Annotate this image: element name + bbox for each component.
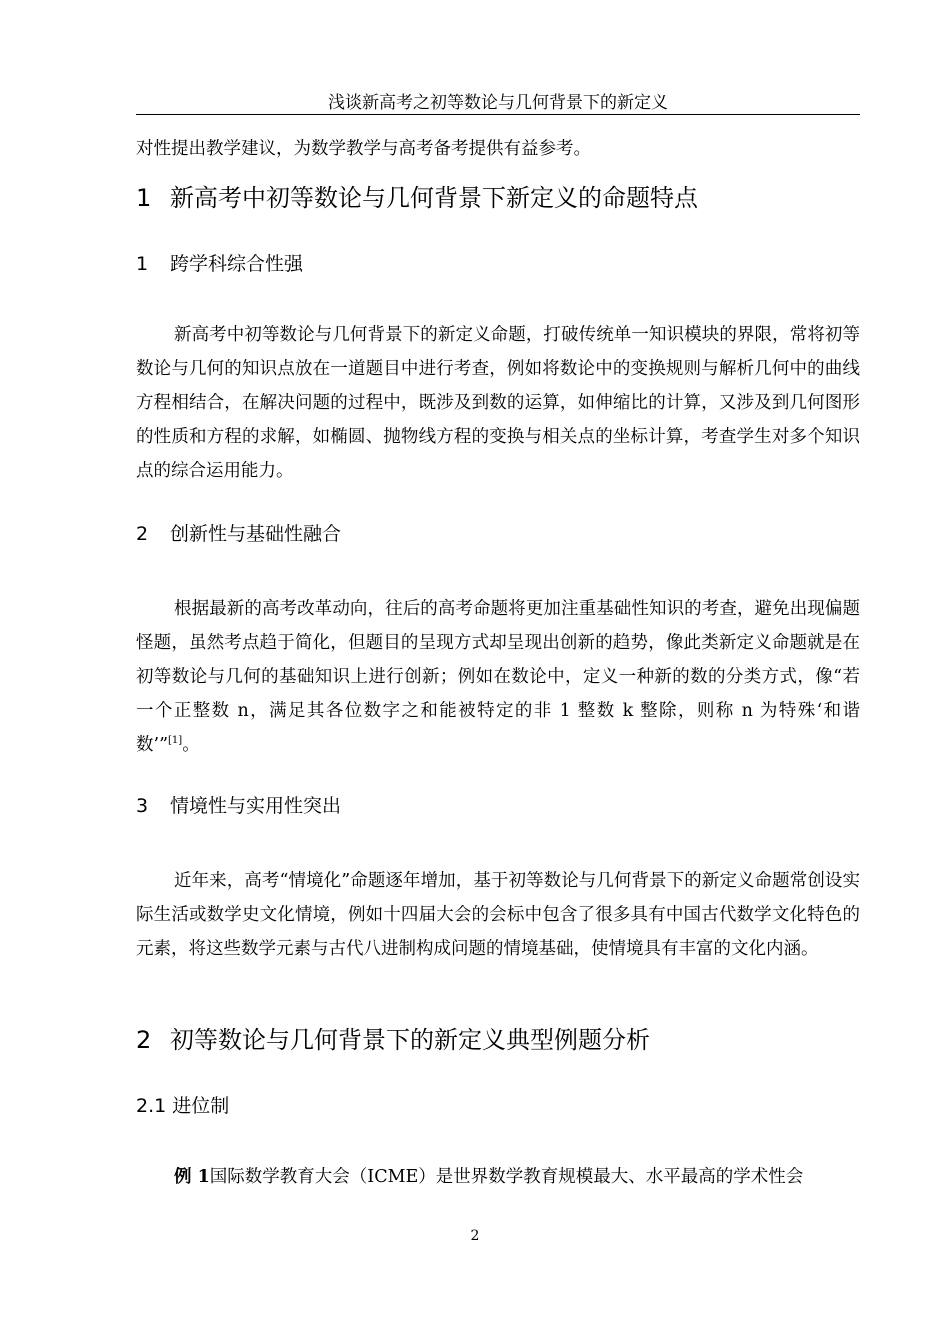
citation-1: [1] xyxy=(168,735,183,746)
subsection-3-number: 3 xyxy=(136,795,149,817)
subsection-3-paragraph: 近年来，高考“情境化”命题逐年增加，基于初等数论与几何背景下的新定义命题常创设实际生活或数学史文化情境，例如十四届大会的会标中包含了很多具有中国古代数学文化特色的元素，将这些数学元素与古代八进制构成问题的情境基础，使情境具有丰富的文化内涵。 xyxy=(136,871,860,959)
subsection-2-title: 创新性与基础性融合 xyxy=(170,523,342,545)
section-2-number: 2 xyxy=(136,1026,152,1054)
subsection-2-text: 根据最新的高考改革动向，往后的高考命题将更加注重基础性知识的考查，避免出现偏题怪题，虽然考点趋于简化，但题目的呈现方式却呈现出创新的趋势，像此类新定义命题就是在初等数论与几何的基础知识上进行创新；例如在数论中，定义一种新的数的分类方式，像“若一个正整数 n，满足其各位数字之和能被特定的非 1 整数 k 整除，则称 n 为特殊‘和谐数’” xyxy=(136,599,860,755)
page-number: 2 xyxy=(470,1228,480,1244)
subsection-3-title: 情境性与实用性突出 xyxy=(170,795,342,817)
example-1-text: 国际数学教育大会（ICME）是世界数学教育规模最大、水平最高的学术性会 xyxy=(209,1167,804,1187)
section-1-heading xyxy=(136,182,698,214)
intro-line: 对性提出教学建议，为数学教学与高考备考提供有益参考。 xyxy=(136,139,591,159)
subsection-2-number: 2 xyxy=(136,523,149,545)
subsection-3-heading xyxy=(136,792,341,820)
subsection-1-heading xyxy=(136,250,303,278)
example-1-label: 例 1 xyxy=(174,1167,210,1187)
section-1-number: 1 xyxy=(136,184,152,212)
subsection-2-heading xyxy=(136,520,341,548)
section-1-title: 新高考中初等数论与几何背景下新定义的命题特点 xyxy=(170,184,698,212)
page-header: 浅谈新高考之初等数论与几何背景下的新定义 xyxy=(328,93,668,113)
subsection-2-1-heading: 2.1 进位制 xyxy=(136,1095,230,1117)
section-2-title: 初等数论与几何背景下的新定义典型例题分析 xyxy=(170,1026,650,1054)
section-2-heading xyxy=(136,1024,650,1056)
subsection-2-paragraph xyxy=(136,592,860,762)
header-rule xyxy=(136,114,860,115)
example-1-paragraph xyxy=(136,1160,860,1194)
subsection-1-number: 1 xyxy=(136,253,149,275)
subsection-2-end: 。 xyxy=(182,735,200,755)
subsection-1-title: 跨学科综合性强 xyxy=(170,253,304,275)
subsection-1-paragraph: 新高考中初等数论与几何背景下的新定义命题，打破传统单一知识模块的界限，常将初等数论与几何的知识点放在一道题目中进行考查，例如将数论中的变换规则与解析几何中的曲线方程相结合，在解决问题的过程中，既涉及到数的运算，如伸缩比的计算，又涉及到几何图形的性质和方程的求解，如椭圆、抛物线方程的变换与相关点的坐标计算，考查学生对多个知识点的综合运用能力。 xyxy=(136,325,860,481)
